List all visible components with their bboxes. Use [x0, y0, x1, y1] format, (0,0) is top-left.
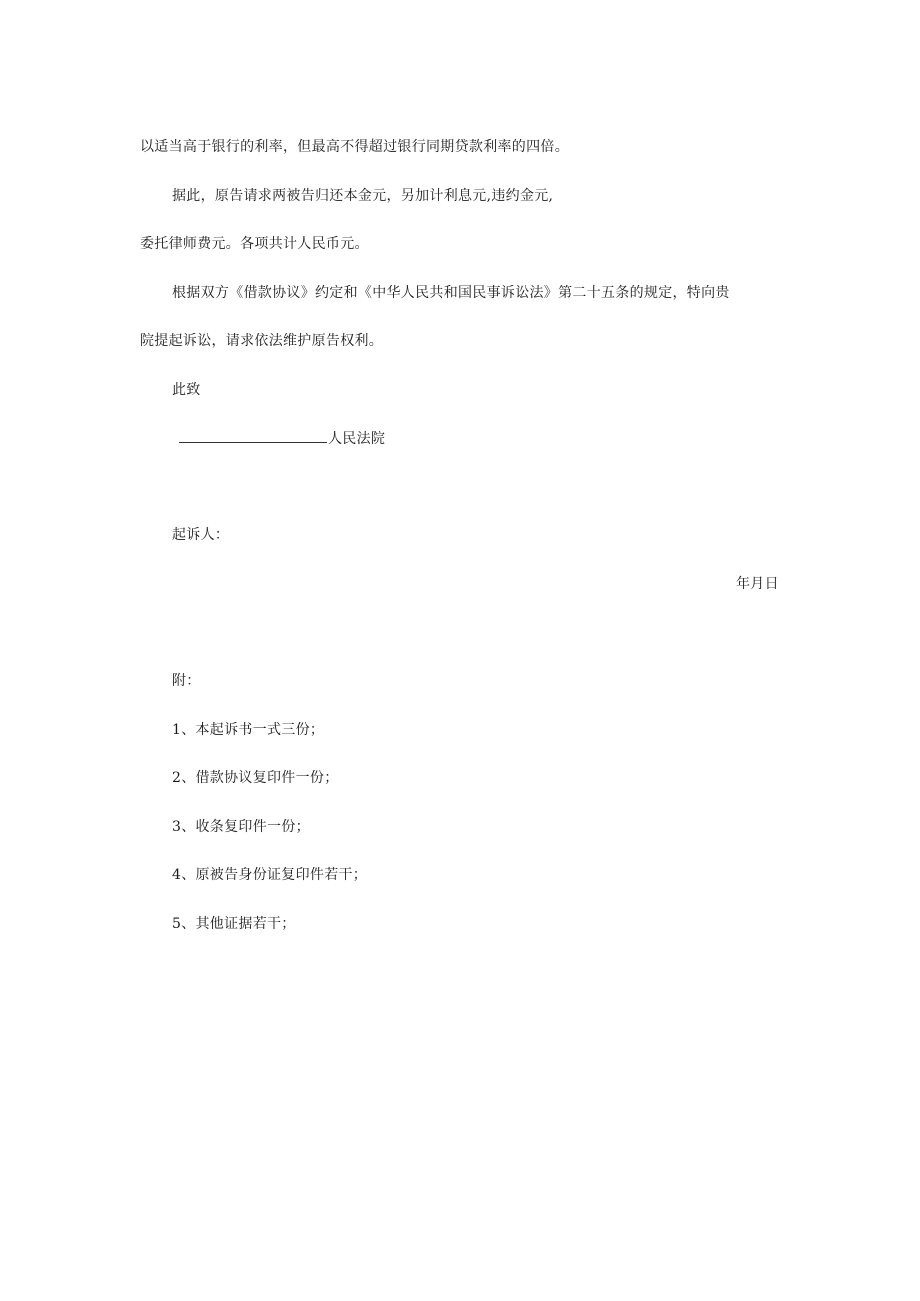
court-suffix: 人民法院 [328, 431, 386, 447]
attachment-item-4: 4、原被告身份证复印件若干； [172, 867, 368, 883]
body-paragraph-4: 根据双方《借款协议》约定和《中华人民共和国民事诉讼法》第二十五条的规定，特向贵 [172, 285, 730, 301]
body-paragraph-3: 委托律师费元。各项共计人民币元。 [140, 236, 369, 252]
body-paragraph-2: 据此，原告请求两被告归还本金元，另加计利息元,违约金元, [172, 188, 554, 204]
body-paragraph-5: 院提起诉讼，请求依法维护原告权利。 [140, 333, 384, 349]
date-line: 年月日 [736, 576, 779, 592]
body-paragraph-1: 以适当高于银行的利率，但最高不得超过银行同期贷款利率的四倍。 [140, 139, 569, 155]
attachment-item-3: 3、收条复印件一份； [172, 819, 310, 835]
attachment-item-2: 2、借款协议复印件一份； [172, 770, 339, 786]
court-line [179, 428, 385, 449]
plaintiff-label: 起诉人： [172, 527, 230, 543]
salutation: 此致 [172, 382, 201, 398]
attachment-item-5: 5、其他证据若干； [172, 916, 296, 932]
attachment-item-1: 1、本起诉书一式三份； [172, 722, 325, 738]
court-name-blank [179, 428, 327, 443]
attachments-heading: 附： [172, 673, 201, 689]
